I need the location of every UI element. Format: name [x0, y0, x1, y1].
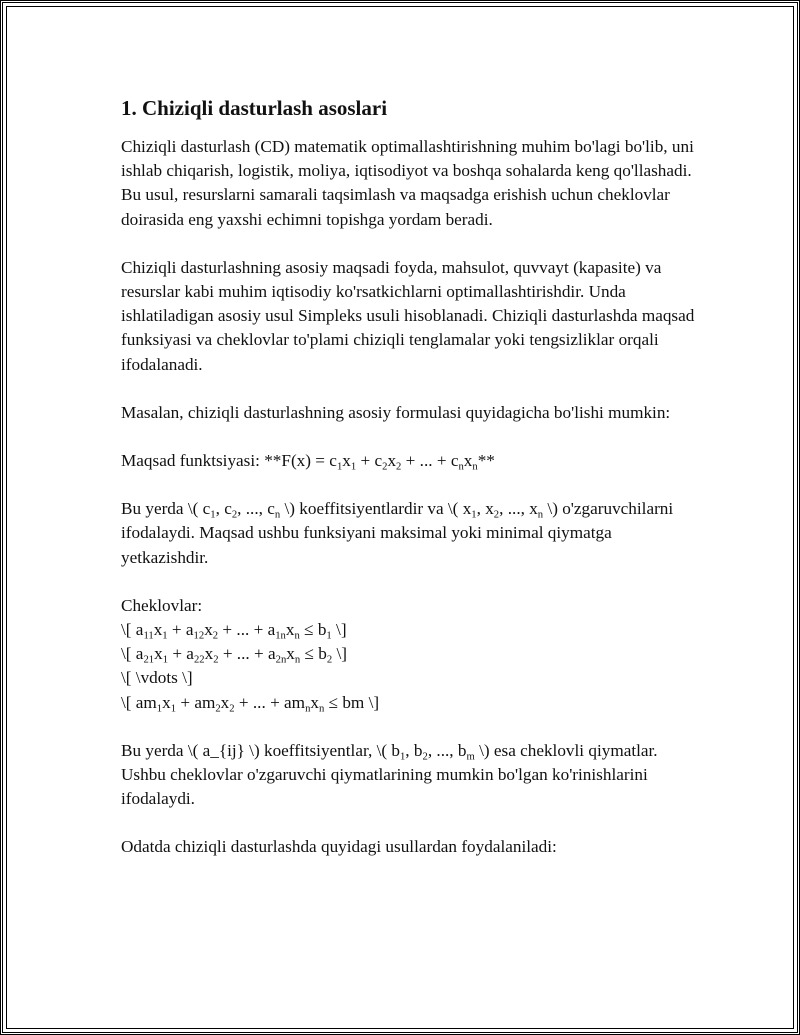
section-heading: 1. Chiziqli dasturlash asoslari	[121, 96, 388, 120]
document-body	[121, 95, 696, 884]
objective-label: Maqsad funktsiyasi: **F(x) =	[121, 451, 330, 471]
constraint-row-1: \[ $a_{11}x_1 + a_{12}x_2$ + ... + $a_{1n}x_n \le b_1$ \]	[121, 620, 347, 642]
paragraph-methods: Odatda chiziqli dasturlashda quyidagi usullardan foydalaniladi:	[121, 837, 557, 857]
text-span: \) koeffitsiyentlardir va \(	[280, 499, 463, 519]
paragraph-constraints-explained: Bu yerda \( a_{ij} \) koeffitsiyentlar, \( $b_1$, $b_2$, ..., $b_m$ \) esa cheklovli qiymatlar. Ushbu cheklovlar o'zgaruvchi qiymatlarining mumkin bo'lgan ko'rinishlarini ifodalaydi.	[121, 740, 658, 809]
text-span: \[	[121, 620, 136, 640]
paragraph-example: Masalan, chiziqli dasturlashning asosiy formulasi quyidagicha bo'lishi mumkin:	[121, 402, 671, 422]
text-span: \]	[364, 692, 380, 712]
text-span: Bu yerda \( a_{ij} \) koeffitsiyentlar, \(	[121, 740, 392, 760]
constraint-row-m: \[ $am_1x_1 + am_2x_2$ + ... + $am_nx_n$ ≤ bm \]	[121, 692, 380, 715]
text-span: \]	[331, 620, 347, 640]
objective-end: **	[477, 451, 495, 471]
paragraph-coefficients: Bu yerda \( $c_1$, $c_2$, ..., $c_n$ \) koeffitsiyentlardir va \( $x_1$, $x_2$, ..., $x_n$ \) o'zgaruvchilarni ifodalaydi. Maqsad ushbu funksiyani maksimal yoki minimal qiymatga yetkazishdir.	[121, 499, 674, 567]
text-span: Bu yerda \(	[121, 499, 203, 519]
constraint-row-2: \[ $a_{21}x_1 + a_{22}x_2$ + ... + $a_{2n}x_n \le b_2$ \]	[121, 644, 347, 666]
constraints-block	[121, 594, 696, 715]
text-span: \) esa cheklovli qiymatlar. Ushbu cheklovlar o'zgaruvchi qiymatlarining mumkin bo'lgan ko'rinishlarini ifodalaydi.	[121, 740, 658, 809]
constraint-vdots: \[ \vdots \]	[121, 668, 193, 688]
text-span: \]	[332, 644, 347, 664]
objective-function: Maqsad funktsiyasi: $**F(x) = c_1x_1 + c_2x_2$ + ... + $c_nx_n**$	[121, 451, 495, 473]
constraints-title: Cheklovlar:	[121, 595, 203, 615]
text-span: \) o'zgaruvchilarni ifodalaydi. Maqsad ushbu funksiyani maksimal yoki minimal qiymatga yetkazishdir.	[121, 499, 674, 567]
paragraph-goal: Chiziqli dasturlashning asosiy maqsadi foyda, mahsulot, quvvayt (kapasite) va resurslar kabi muhim iqtisodiy ko'rsatkichlarni optimallashtirishdir. Unda ishlatiladigan asosiy usul Simpleks usuli hisoblanadi. Chiziqli dasturlashda maqsad funksiyasi va cheklovlar to'plami chiziqli tenglamalar yoki tengsizliklar orqali ifodalanadi.	[121, 257, 695, 374]
text-span: \[	[121, 692, 136, 712]
text-span: \[	[121, 644, 136, 664]
paragraph-intro: Chiziqli dasturlash (CD) matematik optimallashtirishning muhim bo'lagi bo'lib, uni ishlab chiqarish, logistik, moliya, iqtisodiyot va boshqa sohalarda keng qo'llashadi. Bu usul, resurslarni samarali taqsimlash va maqsadga erishish uchun cheklovlar doirasida eng yaxshi echimni topishga yordam beradi.	[121, 137, 694, 229]
